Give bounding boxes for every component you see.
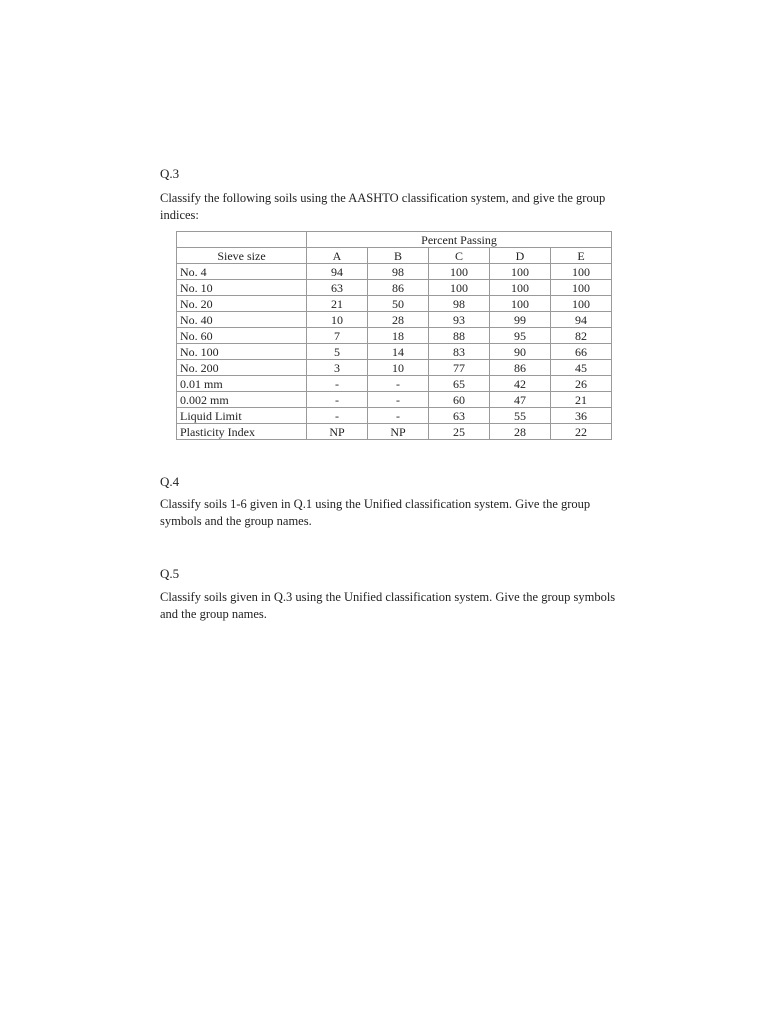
- question-3-text: Classify the following soils using the AASHTO classification system, and give the group indices:: [160, 191, 606, 222]
- table-cell: 98: [368, 264, 429, 280]
- question-5-text: Classify soils given in Q.3 using the Unified classification system. Give the group symbols and the group names.: [160, 590, 616, 621]
- table-row: [177, 312, 612, 328]
- sieve-size-header: Sieve size: [177, 248, 307, 264]
- row-label: 0.002 mm: [177, 392, 307, 408]
- table-cell: NP: [368, 424, 429, 440]
- question-4-label: Q.4: [160, 474, 180, 489]
- table-cell: 93: [429, 312, 490, 328]
- table-cell: 94: [307, 264, 368, 280]
- question-5-label: Q.5: [160, 566, 180, 581]
- table-cell: 3: [307, 360, 368, 376]
- table-cell: 100: [429, 280, 490, 296]
- table-cell: 45: [551, 360, 612, 376]
- table-cell: 65: [429, 376, 490, 392]
- table-cell: 100: [551, 264, 612, 280]
- sieve-analysis-table: [176, 231, 612, 440]
- table-cell: 21: [551, 392, 612, 408]
- table-cell: -: [368, 376, 429, 392]
- table-cell: 7: [307, 328, 368, 344]
- table-cell: 86: [368, 280, 429, 296]
- table-cell: 26: [551, 376, 612, 392]
- table-cell: 88: [429, 328, 490, 344]
- column-header-b: B: [368, 248, 429, 264]
- column-header-a: A: [307, 248, 368, 264]
- table-cell: 100: [490, 280, 551, 296]
- table-cell: 28: [368, 312, 429, 328]
- table-row: [177, 424, 612, 440]
- table-cell: 100: [551, 280, 612, 296]
- table-cell: 63: [307, 280, 368, 296]
- table-cell: 63: [429, 408, 490, 424]
- row-label: No. 200: [177, 360, 307, 376]
- table-cell: 98: [429, 296, 490, 312]
- table-cell: 42: [490, 376, 551, 392]
- table-row: [177, 376, 612, 392]
- question-3-label: Q.3: [160, 166, 180, 181]
- table-cell: 66: [551, 344, 612, 360]
- table-cell: 25: [429, 424, 490, 440]
- table-cell: 55: [490, 408, 551, 424]
- table-cell: 28: [490, 424, 551, 440]
- table-cell: 90: [490, 344, 551, 360]
- column-header-c: C: [429, 248, 490, 264]
- table-cell: -: [307, 408, 368, 424]
- table-cell: 95: [490, 328, 551, 344]
- table-cell: -: [307, 376, 368, 392]
- table-row: [177, 344, 612, 360]
- table-row: [177, 360, 612, 376]
- table-cell: 36: [551, 408, 612, 424]
- table-row: [177, 392, 612, 408]
- table-cell: 47: [490, 392, 551, 408]
- table-cell: 77: [429, 360, 490, 376]
- row-label: No. 40: [177, 312, 307, 328]
- row-label: Plasticity Index: [177, 424, 307, 440]
- table-cell: 94: [551, 312, 612, 328]
- table-row: [177, 328, 612, 344]
- table-cell: 50: [368, 296, 429, 312]
- table-cell: 10: [368, 360, 429, 376]
- column-header-e: E: [551, 248, 612, 264]
- table-cell: 21: [307, 296, 368, 312]
- table-cell: 60: [429, 392, 490, 408]
- table-cell: 18: [368, 328, 429, 344]
- table-group-header-row: [177, 232, 612, 248]
- row-label: No. 4: [177, 264, 307, 280]
- table-cell: NP: [307, 424, 368, 440]
- table-cell: 99: [490, 312, 551, 328]
- table-cell: 83: [429, 344, 490, 360]
- table-cell: -: [368, 392, 429, 408]
- row-label: 0.01 mm: [177, 376, 307, 392]
- table-corner-cell: [177, 232, 307, 248]
- table-cell: 86: [490, 360, 551, 376]
- table-row: [177, 296, 612, 312]
- table-cell: 100: [490, 296, 551, 312]
- column-header-d: D: [490, 248, 551, 264]
- table-cell: 14: [368, 344, 429, 360]
- table-cell: -: [307, 392, 368, 408]
- row-label: No. 60: [177, 328, 307, 344]
- row-label: No. 10: [177, 280, 307, 296]
- table-cell: -: [368, 408, 429, 424]
- table-cell: 5: [307, 344, 368, 360]
- row-label: No. 100: [177, 344, 307, 360]
- row-label: No. 20: [177, 296, 307, 312]
- table-cell: 100: [490, 264, 551, 280]
- table-row: [177, 408, 612, 424]
- table-cell: 82: [551, 328, 612, 344]
- table-column-header-row: [177, 248, 612, 264]
- table-row: [177, 280, 612, 296]
- table-cell: 100: [429, 264, 490, 280]
- percent-passing-header: Percent Passing: [307, 232, 612, 248]
- table-cell: 10: [307, 312, 368, 328]
- table-body: [177, 264, 612, 440]
- row-label: Liquid Limit: [177, 408, 307, 424]
- question-4-text: Classify soils 1-6 given in Q.1 using the Unified classification system. Give the group symbols and the group names.: [160, 497, 591, 528]
- table-row: [177, 264, 612, 280]
- table-cell: 22: [551, 424, 612, 440]
- table-cell: 100: [551, 296, 612, 312]
